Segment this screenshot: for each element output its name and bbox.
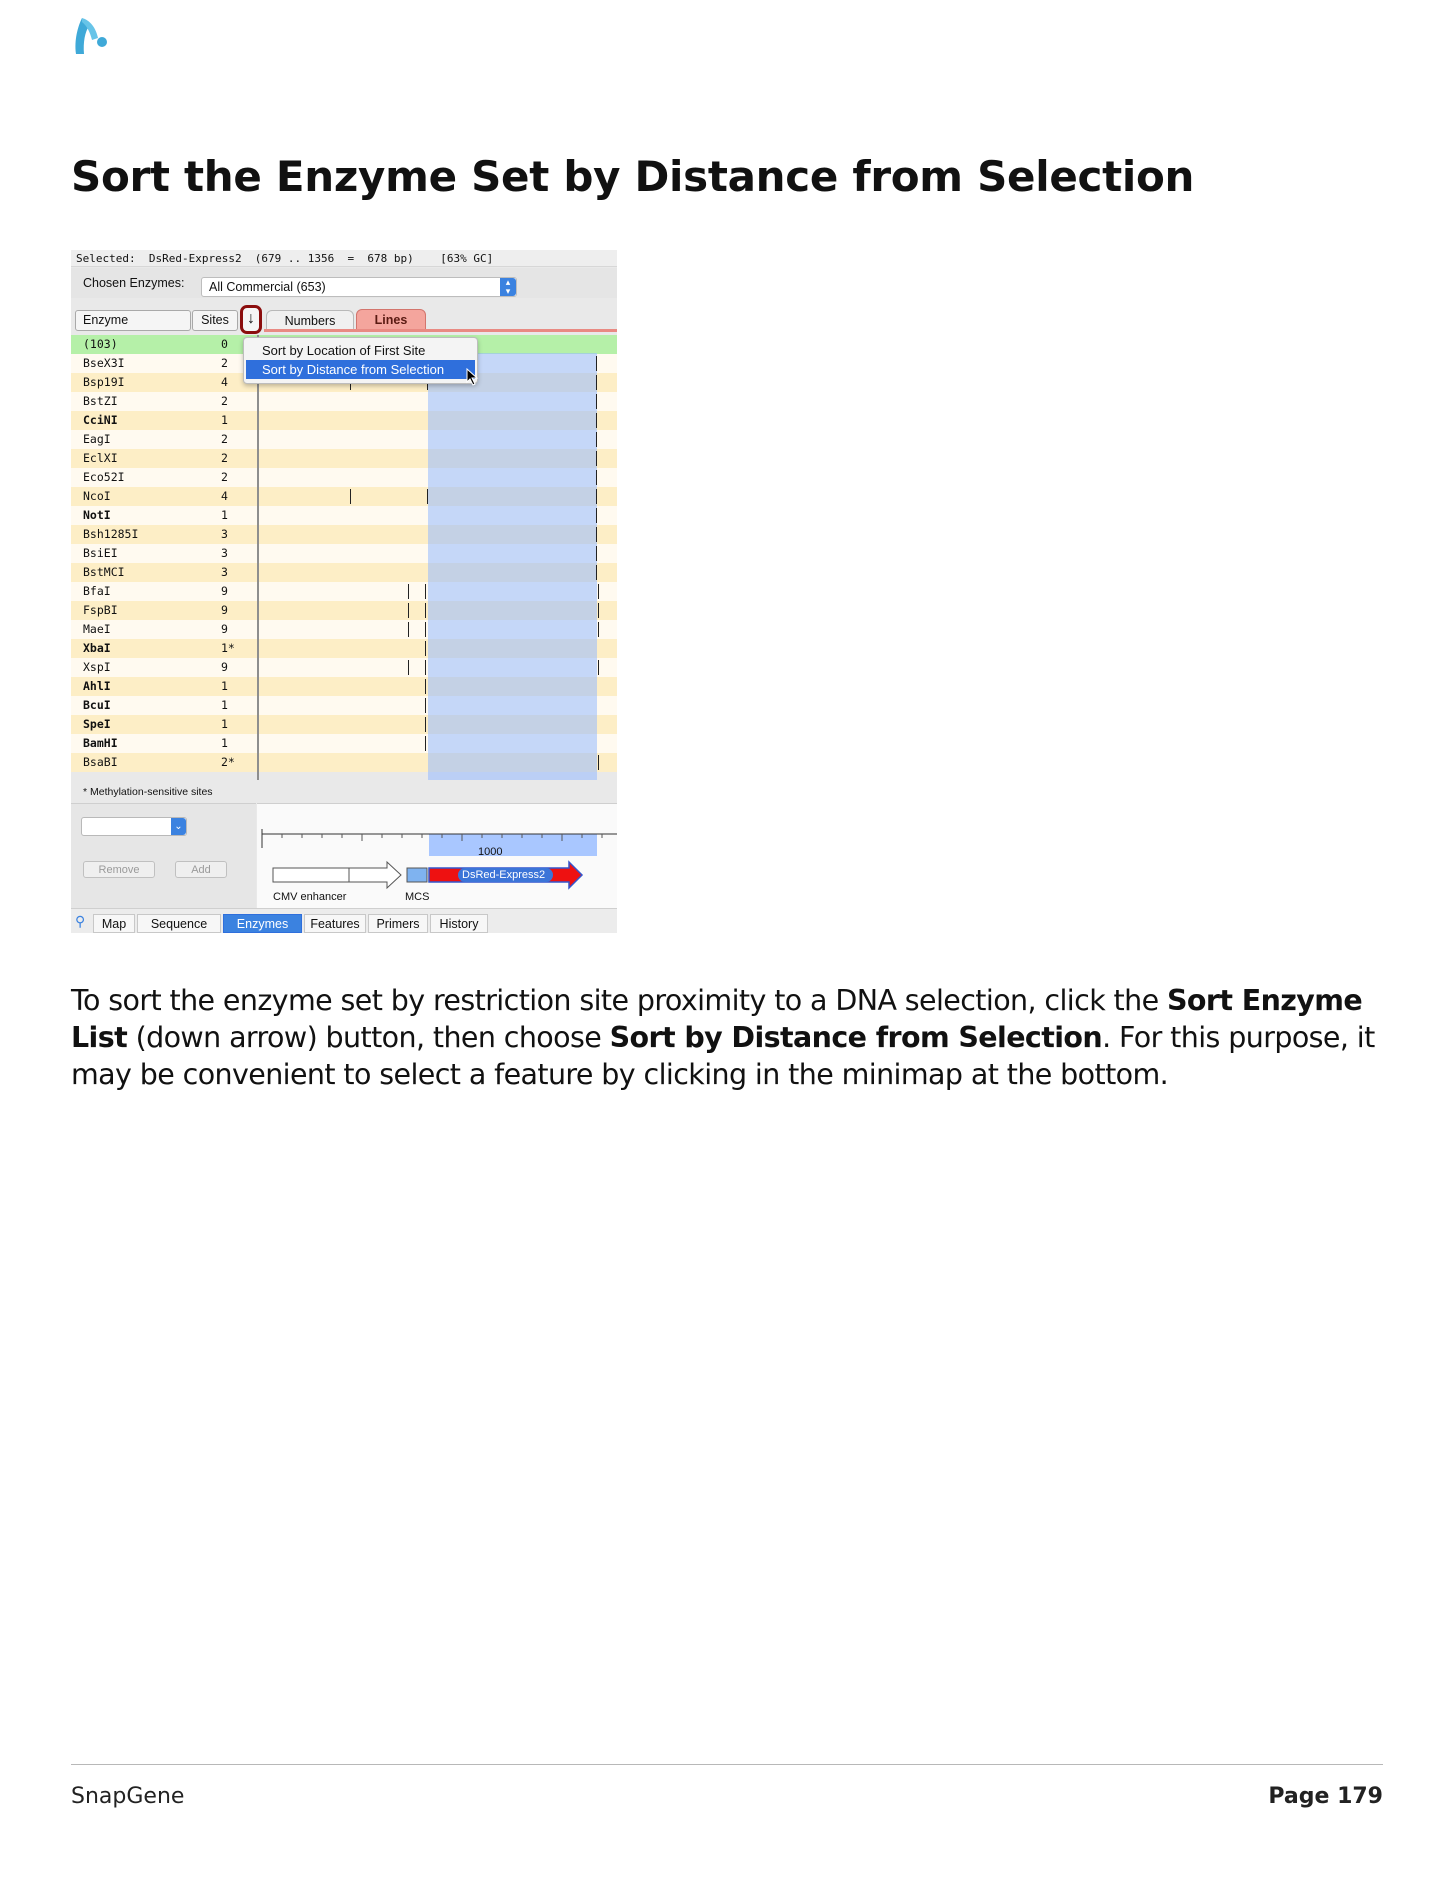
enzyme-sites: 1 — [221, 679, 228, 693]
ruler-label: 1000 — [478, 846, 503, 858]
site-tick — [596, 527, 597, 542]
menu-item-sort-by-distance[interactable]: Sort by Distance from Selection — [246, 360, 475, 379]
site-tick — [425, 660, 426, 675]
footer-divider — [71, 1764, 1383, 1765]
tab-sequence[interactable]: Sequence — [137, 914, 221, 933]
sort-enzyme-list-button[interactable] — [240, 305, 262, 334]
enzyme-sites: 2 — [221, 451, 228, 465]
add-button[interactable]: Add — [175, 861, 227, 878]
site-tick — [596, 546, 597, 561]
tab-history[interactable]: History — [430, 914, 488, 933]
feature-mcs-label: MCS — [405, 891, 430, 903]
mouse-cursor-icon — [466, 368, 480, 386]
enzyme-sites: 2* — [221, 755, 235, 769]
enzyme-name: FspBI — [83, 603, 118, 617]
enzyme-sites: 2 — [221, 394, 228, 408]
site-tick — [598, 622, 599, 637]
tab-numbers[interactable] — [266, 310, 354, 331]
site-tick — [598, 660, 599, 675]
enzyme-name: CciNI — [83, 413, 118, 427]
enzyme-set-dropdown[interactable] — [81, 817, 187, 836]
site-tick — [425, 641, 426, 656]
body-text-1: To sort the enzyme set by restriction site proximity to a DNA selection, click the — [71, 984, 1167, 1017]
enzyme-sites: 9 — [221, 603, 228, 617]
site-tick — [425, 679, 426, 694]
site-tick — [596, 356, 597, 371]
minimap[interactable] — [257, 803, 617, 909]
enzyme-sites: 2 — [221, 470, 228, 484]
site-tick — [408, 584, 409, 599]
enzyme-sites: 1 — [221, 736, 228, 750]
search-icon[interactable]: ⚲ — [75, 913, 86, 929]
enzyme-name: BcuI — [83, 698, 111, 712]
site-tick — [596, 432, 597, 447]
enzyme-name: Eco52I — [83, 470, 125, 484]
site-tick — [425, 736, 426, 751]
select-arrows-icon: ▴ ▾ — [500, 278, 516, 296]
enzyme-name: BfaI — [83, 584, 111, 598]
chosen-enzymes-label: Chosen Enzymes: — [83, 276, 185, 290]
enzyme-column-header[interactable] — [75, 310, 191, 331]
body-text-3: . For this purpose, it may be convenient to select a feature by clicking in the minimap at the bottom. — [71, 1021, 1375, 1091]
site-tick — [596, 565, 597, 580]
site-tick — [596, 375, 597, 390]
enzyme-name: EclXI — [83, 451, 118, 465]
site-tick — [425, 622, 426, 637]
enzyme-name: BseX3I — [83, 356, 125, 370]
body-bold-1: Sort Enzyme List — [71, 984, 1363, 1054]
chosen-enzymes-select[interactable] — [201, 277, 517, 297]
page-number: Page 179 — [1268, 1784, 1383, 1809]
body-bold-2: Sort by Distance from Selection — [609, 1021, 1103, 1054]
enzyme-name: Bsh1285I — [83, 527, 139, 541]
enzyme-name: EagI — [83, 432, 111, 446]
tab-primers[interactable]: Primers — [368, 914, 428, 933]
body-paragraph — [71, 982, 1391, 1093]
site-tick — [598, 603, 599, 618]
enzyme-controls — [71, 803, 256, 909]
enzyme-name: XspI — [83, 660, 111, 674]
enzyme-sites: 1* — [221, 641, 235, 655]
site-tick — [408, 603, 409, 618]
enzyme-sites: 0 — [221, 337, 228, 351]
enzyme-name: BsaBI — [83, 755, 118, 769]
enzyme-sites: 3 — [221, 565, 228, 579]
enzyme-name: BstZI — [83, 394, 118, 408]
enzyme-name: NotI — [83, 508, 111, 522]
sort-menu — [243, 337, 478, 384]
site-tick — [425, 717, 426, 732]
enzyme-name: BamHI — [83, 736, 118, 750]
bottom-tabs-bar — [71, 908, 617, 933]
tab-lines[interactable] — [356, 309, 426, 330]
enzyme-sites: 9 — [221, 622, 228, 636]
site-tick — [596, 470, 597, 485]
down-arrow-icon: ↓ — [247, 310, 255, 327]
feature-cmv-label: CMV enhancer — [273, 891, 347, 903]
site-tick — [425, 603, 426, 618]
site-tick — [596, 508, 597, 523]
enzyme-name: SpeI — [83, 717, 111, 731]
enzyme-sites: 2 — [221, 432, 228, 446]
site-tick — [598, 584, 599, 599]
enzyme-name: BstMCI — [83, 565, 125, 579]
snapgene-logo — [72, 12, 116, 58]
footer-brand: SnapGene — [71, 1784, 185, 1809]
enzyme-sites: 4 — [221, 489, 228, 503]
tab-numbers-label: Numbers — [284, 314, 336, 328]
enzyme-column-label: Enzyme — [83, 313, 129, 327]
tab-lines-label: Lines — [374, 313, 408, 327]
enzyme-name: XbaI — [83, 641, 111, 655]
enzyme-sites: 9 — [221, 660, 228, 674]
site-tick — [408, 622, 409, 637]
list-separator — [257, 335, 259, 780]
enzyme-name: MaeI — [83, 622, 111, 636]
sites-column-label: Sites — [201, 313, 229, 327]
chevron-down-icon: ⌄ — [171, 818, 186, 835]
enzyme-name: NcoI — [83, 489, 111, 503]
enzyme-name: AhlI — [83, 679, 111, 693]
site-tick — [350, 489, 351, 504]
enzyme-sites: 1 — [221, 698, 228, 712]
enzyme-sites: 3 — [221, 546, 228, 560]
selection-highlight — [428, 353, 597, 780]
chosen-enzymes-value: All Commercial (653) — [209, 280, 326, 294]
site-tick — [425, 698, 426, 713]
feature-dsred-label: DsRed-Express2 — [462, 869, 546, 881]
selection-bar: Selected: DsRed-Express2 (679 .. 1356 = 678 bp) [63% GC] — [71, 250, 617, 267]
enzyme-name: (103) — [83, 337, 118, 351]
methylation-note: * Methylation-sensitive sites — [83, 786, 213, 798]
enzyme-sites: 1 — [221, 413, 228, 427]
enzyme-name: Bsp19I — [83, 375, 125, 389]
enzymes-screenshot — [71, 250, 617, 933]
sites-column-header[interactable] — [192, 310, 238, 331]
enzyme-sites: 1 — [221, 508, 228, 522]
enzyme-sites: 4 — [221, 375, 228, 389]
body-text-2: (down arrow) button, then choose — [127, 1021, 610, 1054]
site-tick — [596, 489, 597, 504]
enzyme-sites: 2 — [221, 356, 228, 370]
enzyme-name: BsiEI — [83, 546, 118, 560]
enzyme-sites: 9 — [221, 584, 228, 598]
tab-enzymes[interactable]: Enzymes — [223, 914, 302, 933]
site-tick — [408, 660, 409, 675]
tab-map[interactable]: Map — [93, 914, 135, 933]
site-tick — [425, 584, 426, 599]
site-tick — [596, 451, 597, 466]
site-tick — [596, 394, 597, 409]
enzyme-sites: 3 — [221, 527, 228, 541]
page-title: Sort the Enzyme Set by Distance from Selection — [71, 152, 1195, 201]
tab-features[interactable]: Features — [304, 914, 366, 933]
site-tick — [598, 755, 599, 770]
site-tick — [596, 413, 597, 428]
menu-item-sort-by-location[interactable]: Sort by Location of First Site — [262, 343, 426, 358]
enzyme-sites: 1 — [221, 717, 228, 731]
remove-button[interactable]: Remove — [83, 861, 155, 878]
site-tick — [427, 489, 428, 504]
lines-tab-underline — [264, 329, 617, 332]
